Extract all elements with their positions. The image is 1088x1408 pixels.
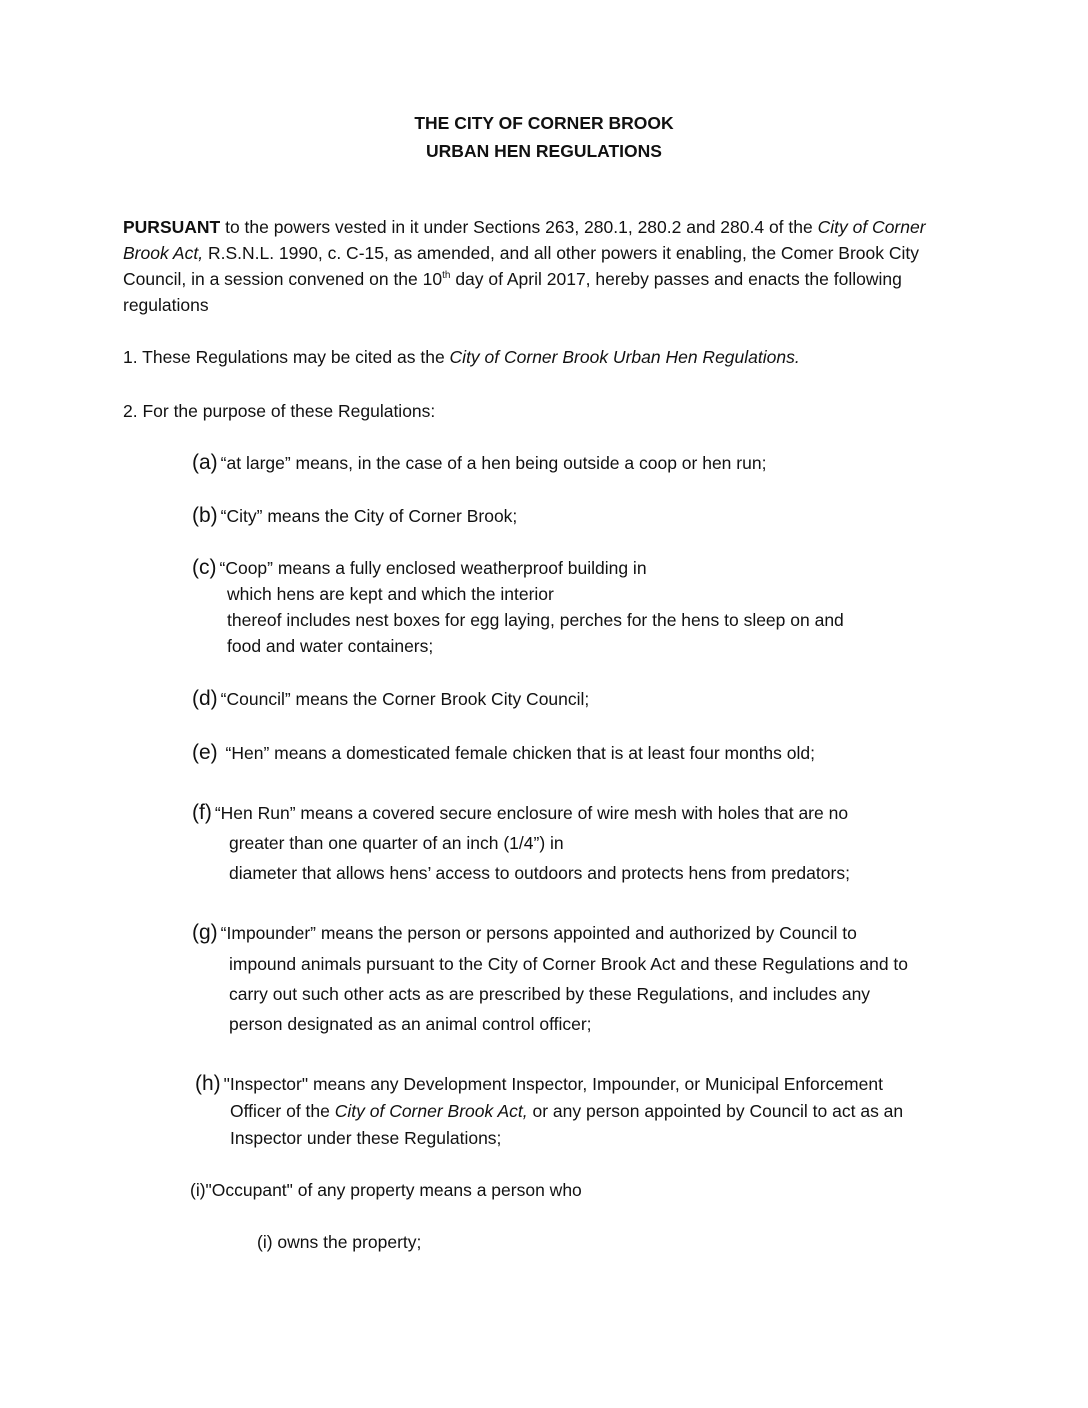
- definition-c-line-3: thereof includes nest boxes for egg laying, perches for the hens to sleep on and: [227, 610, 844, 630]
- definition-g-line-4: person designated as an animal control officer;: [229, 1014, 592, 1034]
- preamble-line-1: PURSUANT to the powers vested in it under Sections 263, 280.1, 280.2 and 280.4 of the City of Corner: [123, 217, 926, 237]
- definition-e: (e) “Hen” means a domesticated female chicken that is at least four months old;: [192, 741, 815, 764]
- preamble-lead: PURSUANT: [123, 217, 221, 237]
- definition-h-line-3: Inspector under these Regulations;: [230, 1128, 502, 1148]
- definition-d: (d) “Council” means the Corner Brook City Council;: [192, 687, 590, 710]
- definition-i: (i)"Occupant" of any property means a person who: [190, 1180, 582, 1200]
- preamble-line-3: Council, in a session convened on the 10th day of April 2017, hereby passes and enacts the following: [123, 269, 902, 289]
- definition-g-line-3: carry out such other acts as are prescribed by these Regulations, and includes any: [229, 984, 871, 1004]
- definition-g: (g) “Impounder” means the person or persons appointed and authorized by Council to: [192, 921, 857, 944]
- section-1: 1. These Regulations may be cited as the City of Corner Brook Urban Hen Regulations.: [123, 347, 800, 367]
- definition-a: (a) “at large” means, in the case of a hen being outside a coop or hen run;: [192, 451, 767, 474]
- definition-h: (h) "Inspector" means any Development Inspector, Impounder, or Municipal Enforcement: [195, 1072, 883, 1095]
- definition-b: (b) “City” means the City of Corner Brook;: [192, 504, 518, 527]
- definition-c-line-2: which hens are kept and which the interior: [227, 584, 554, 604]
- definition-c: (c) “Coop” means a fully enclosed weatherproof building in: [192, 556, 647, 579]
- definition-c-line-4: food and water containers;: [227, 636, 434, 656]
- definition-f-line-3: diameter that allows hens’ access to outdoors and protects hens from predators;: [229, 863, 850, 883]
- document-subtitle: URBAN HEN REGULATIONS: [426, 141, 662, 161]
- document-title: THE CITY OF CORNER BROOK: [414, 113, 674, 133]
- section-2: 2. For the purpose of these Regulations:: [123, 401, 436, 421]
- definition-h-line-2: Officer of the City of Corner Brook Act, or any person appointed by Council to act as an: [230, 1101, 904, 1121]
- definition-f: (f) “Hen Run” means a covered secure enclosure of wire mesh with holes that are no: [192, 801, 849, 824]
- definition-i-sub-i: (i) owns the property;: [257, 1232, 422, 1252]
- definition-g-line-2: impound animals pursuant to the City of Corner Brook Act and these Regulations and to: [229, 954, 909, 974]
- preamble-line-4: regulations: [123, 295, 209, 315]
- preamble-line-2: Brook Act, R.S.N.L. 1990, c. C-15, as amended, and all other powers it enabling, the Comer Brook City: [123, 243, 919, 263]
- definition-f-line-2: greater than one quarter of an inch (1/4”) in: [229, 833, 564, 853]
